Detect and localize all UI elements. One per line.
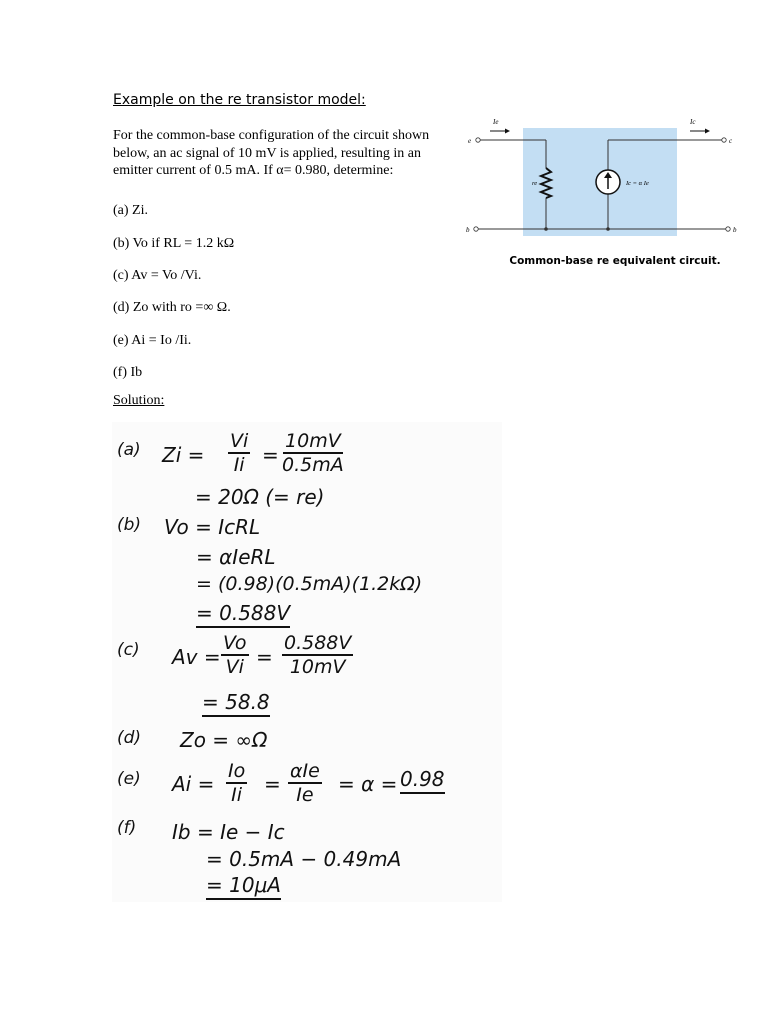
hw-c-eq: = [256, 645, 273, 669]
hw-a-label: (a) [117, 440, 141, 460]
problem-statement: For the common-base configuration of the circuit shown below, an ac signal of 10 mV is applied, resulting in an emitter current of 0.5 mA. If α= 0.980, determine: [113, 128, 430, 178]
hw-a-fraction-2 [282, 430, 344, 476]
hw-e-lhs: Ai = [172, 772, 215, 796]
hw-a-f2-den: 0.5mA [282, 454, 344, 476]
hw-e-f1-num: Io [228, 760, 246, 782]
hw-c-fraction-2 [282, 632, 353, 678]
circuit-diagram [462, 112, 744, 242]
hw-d-label: (d) [117, 728, 142, 748]
label-source: Ic = α Ie [626, 180, 649, 187]
hw-c-label: (c) [117, 640, 140, 660]
label-b-left: b [466, 226, 470, 234]
hw-a-f1-num: Vi [230, 430, 249, 452]
label-re: re [532, 180, 538, 187]
hw-c-result: = 58.8 [202, 690, 270, 717]
hw-e-eq: = [264, 772, 281, 796]
hw-b-line-1: Vo = IcRL [164, 515, 261, 539]
part-a: (a) Zi. [113, 203, 148, 218]
hw-a-result: = 20Ω (= re) [195, 485, 325, 509]
hw-c-f2-num: 0.588V [284, 632, 352, 654]
hw-c-fraction-1 [221, 632, 249, 678]
hw-c-f1-den: Vi [225, 656, 244, 678]
part-c: (c) Av = Vo /Vi. [113, 268, 202, 283]
hw-f-line-1: Ib = Ie − Ic [172, 820, 285, 844]
hw-f-label: (f) [117, 818, 137, 838]
hw-a-fraction-1 [228, 430, 250, 476]
hw-e-fraction-2 [288, 760, 322, 806]
hw-a-f1-den: Ii [233, 454, 245, 476]
part-b: (b) Vo if RL = 1.2 kΩ [113, 236, 235, 251]
hw-b-line-3: = (0.98)(0.5mA)(1.2kΩ) [196, 573, 423, 595]
hw-e-f2-den: Ie [296, 784, 314, 806]
label-c: c [729, 137, 733, 145]
part-e: (e) Ai = Io /Ii. [113, 333, 192, 348]
solution-label: Solution: [113, 393, 165, 408]
figure-caption: Common-base re equivalent circuit. [509, 255, 721, 267]
hw-a-f2-num: 10mV [285, 430, 341, 452]
label-ic: Ic [690, 118, 696, 126]
terminal-c [722, 138, 726, 142]
terminal-e [476, 138, 480, 142]
hw-d-line-1: Zo = ∞Ω [180, 728, 268, 752]
label-b-right: b [733, 226, 737, 234]
hw-b-label: (b) [117, 515, 142, 535]
part-d: (d) Zo with ro =∞ Ω. [113, 300, 231, 315]
terminal-b-left [474, 227, 478, 231]
terminal-b-right [726, 227, 730, 231]
hw-a-lhs: Zi = [162, 443, 205, 467]
part-f: (f) Ib [113, 365, 143, 380]
hw-b-line-4: = 0.588V [196, 601, 290, 628]
label-e: e [468, 137, 472, 145]
hw-c-f2-den: 10mV [289, 656, 346, 678]
hw-e-result: 0.98 [400, 767, 445, 794]
hw-f-line-3: = 10μA [206, 873, 281, 900]
hw-e-f2-num: αIe [290, 760, 320, 782]
hw-c-f1-num: Vo [223, 632, 247, 654]
hw-b-line-2: = αIeRL [196, 545, 276, 569]
hw-e-tail: = α = [338, 772, 398, 796]
hw-c-lhs: Av = [172, 645, 221, 669]
page-title: Example on the re transistor model: [113, 92, 366, 108]
hw-e-f1-den: Ii [231, 784, 243, 806]
hw-e-fraction-1 [226, 760, 247, 806]
label-ie: Ie [493, 118, 499, 126]
hw-f-line-2: = 0.5mA − 0.49mA [206, 847, 402, 871]
hw-a-eq: = [262, 443, 279, 467]
hw-e-label: (e) [117, 769, 141, 789]
